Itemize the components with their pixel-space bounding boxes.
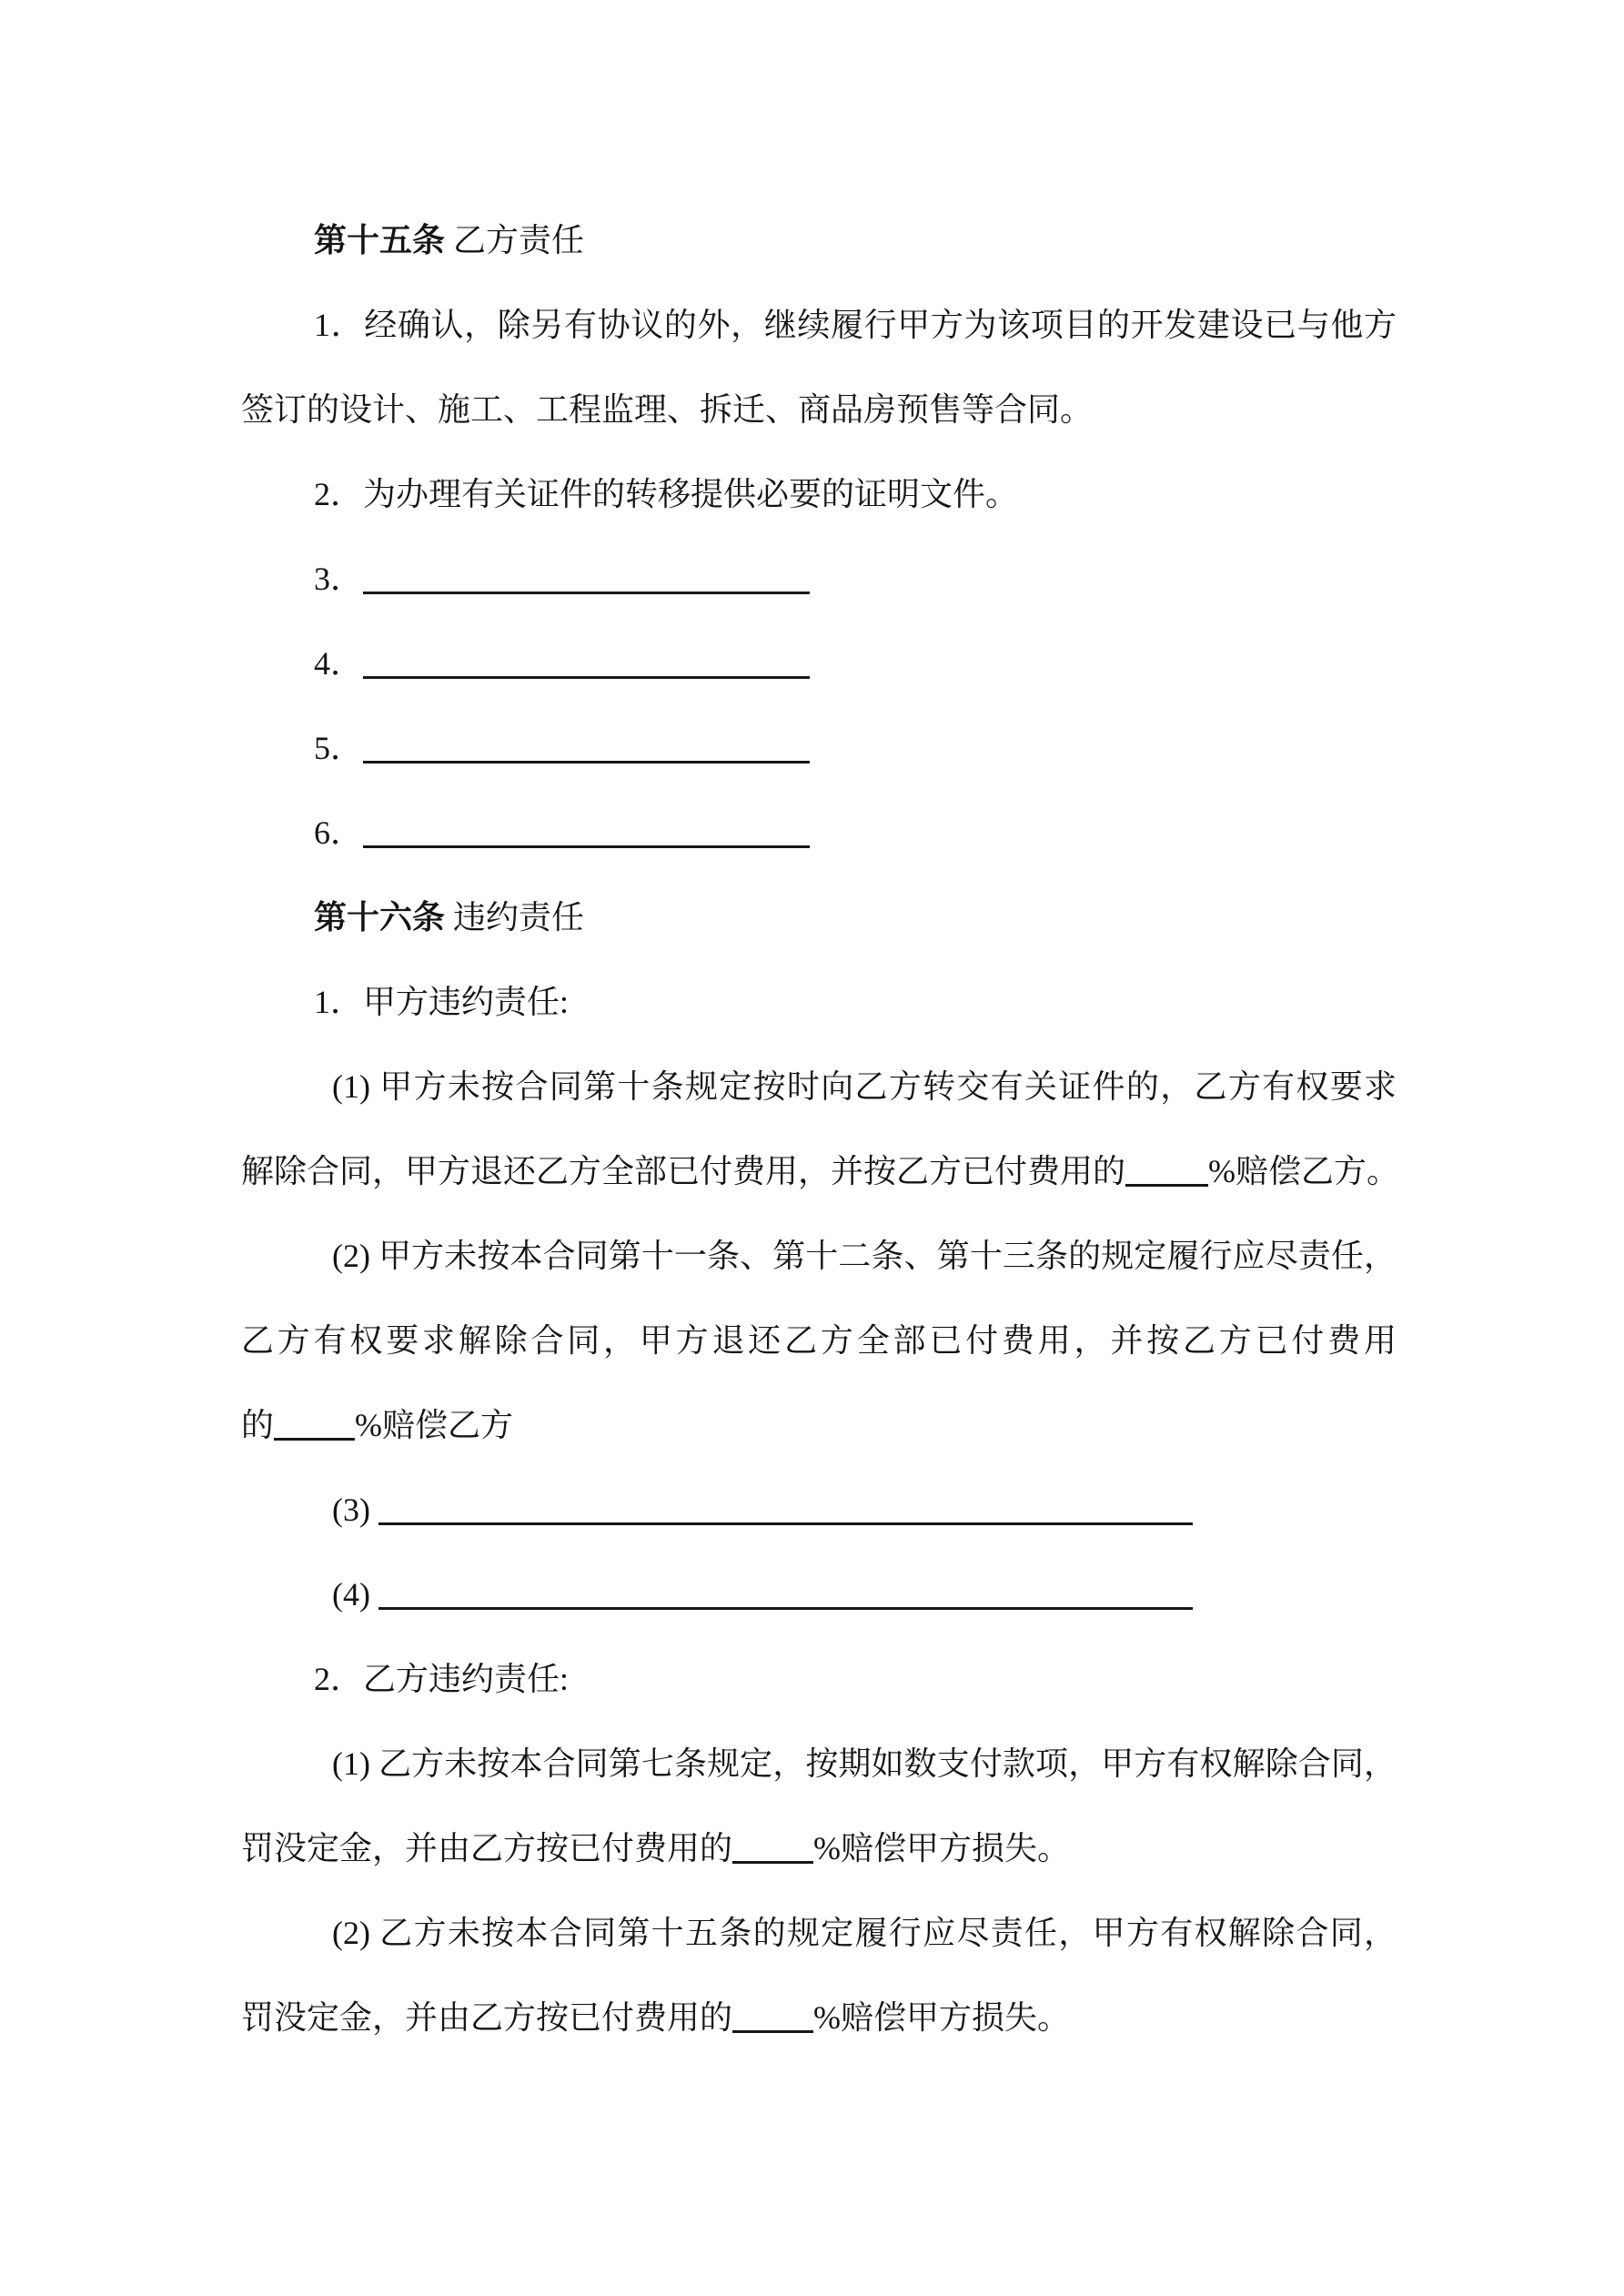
text-run: 4． xyxy=(314,645,364,682)
text-run: (4) xyxy=(332,1576,378,1613)
clause-15-1-line-1 xyxy=(241,283,1397,368)
text-run: (2) 甲方未按本合同第十一条、第十二条、第十三条的规定履行应尽责任， xyxy=(332,1238,1397,1274)
clause-16-2-1-line-2 xyxy=(241,1806,1397,1891)
text-run: 2．为办理有关证件的转移提供必要的证明文件。 xyxy=(314,476,1019,512)
text-run: 1．甲方违约责任: xyxy=(314,984,570,1020)
fill-in-blank-line xyxy=(363,761,810,764)
fill-in-blank-line xyxy=(378,1522,1193,1525)
clause-16-1-2-line-3 xyxy=(241,1383,1397,1468)
article-15-number: 第十五条 xyxy=(314,222,446,258)
article-16-heading xyxy=(241,875,1397,960)
text-run: %赔偿甲方损失。 xyxy=(813,1999,1071,2036)
article-16-title: 违约责任 xyxy=(445,899,585,936)
clause-16-2-1-line-1 xyxy=(241,1722,1397,1806)
clause-15-4 xyxy=(241,622,1397,706)
text-run: 5． xyxy=(314,730,364,766)
text-run: (1) 甲方未按合同第十条规定按时向乙方转交有关证件的，乙方有权要求 xyxy=(332,1068,1397,1105)
fill-in-blank-percent xyxy=(274,1438,355,1441)
fill-in-blank-line xyxy=(363,676,810,679)
text-run: 签订的设计、施工、工程监理、拆迁、商品房预售等合同。 xyxy=(241,391,1094,428)
clause-16-1-3 xyxy=(241,1468,1397,1553)
text-run: 的 xyxy=(241,1407,275,1443)
fill-in-blank-line xyxy=(363,845,810,848)
fill-in-blank-percent xyxy=(732,2030,813,2033)
text-run: %赔偿乙方。 xyxy=(1208,1153,1400,1189)
clause-16-2-title xyxy=(241,1637,1397,1722)
document-body xyxy=(241,198,1400,2060)
text-run: 6． xyxy=(314,814,364,851)
clause-16-1-2-line-2 xyxy=(241,1299,1397,1383)
clause-16-2-2-line-1 xyxy=(241,1891,1397,1976)
clause-15-1-line-2 xyxy=(241,368,1397,452)
article-15-title: 乙方责任 xyxy=(445,222,585,258)
clause-15-6 xyxy=(241,791,1397,875)
text-run: 乙方有权要求解除合同，甲方退还乙方全部已付费用，并按乙方已付费用 xyxy=(241,1322,1397,1359)
clause-16-1-1-line-2 xyxy=(241,1129,1400,1214)
clause-15-5 xyxy=(241,706,1397,791)
article-16-number: 第十六条 xyxy=(314,899,446,936)
article-15-heading xyxy=(241,198,1397,283)
text-run: 罚没定金，并由乙方按已付费用的 xyxy=(241,1999,733,2036)
text-run: 1．经确认，除另有协议的外，继续履行甲方为该项目的开发建设已与他方 xyxy=(314,307,1397,343)
fill-in-blank-percent xyxy=(1125,1184,1208,1187)
text-run: 3． xyxy=(314,561,364,597)
fill-in-blank-percent xyxy=(732,1861,813,1864)
fill-in-blank-line xyxy=(363,592,810,594)
clause-16-1-4 xyxy=(241,1553,1397,1637)
clause-16-1-2-line-1 xyxy=(241,1214,1397,1299)
clause-15-3 xyxy=(241,537,1397,622)
text-run: 罚没定金，并由乙方按已付费用的 xyxy=(241,1830,733,1866)
text-run: %赔偿甲方损失。 xyxy=(813,1830,1071,1866)
clause-16-2-2-line-2 xyxy=(241,1976,1397,2060)
clause-16-1-1-line-1 xyxy=(241,1045,1397,1129)
clause-15-2 xyxy=(241,452,1397,537)
fill-in-blank-line xyxy=(378,1607,1193,1610)
text-run: 解除合同，甲方退还乙方全部已付费用，并按乙方已付费用的 xyxy=(241,1153,1126,1189)
text-run: 2．乙方违约责任: xyxy=(314,1661,570,1697)
text-run: %赔偿乙方 xyxy=(355,1407,514,1443)
text-run: (3) xyxy=(332,1492,378,1528)
clause-16-1-title xyxy=(241,960,1397,1045)
text-run: (2) 乙方未按本合同第十五条的规定履行应尽责任，甲方有权解除合同， xyxy=(332,1915,1397,1951)
text-run: (1) 乙方未按本合同第七条规定，按期如数支付款项，甲方有权解除合同， xyxy=(332,1745,1397,1782)
